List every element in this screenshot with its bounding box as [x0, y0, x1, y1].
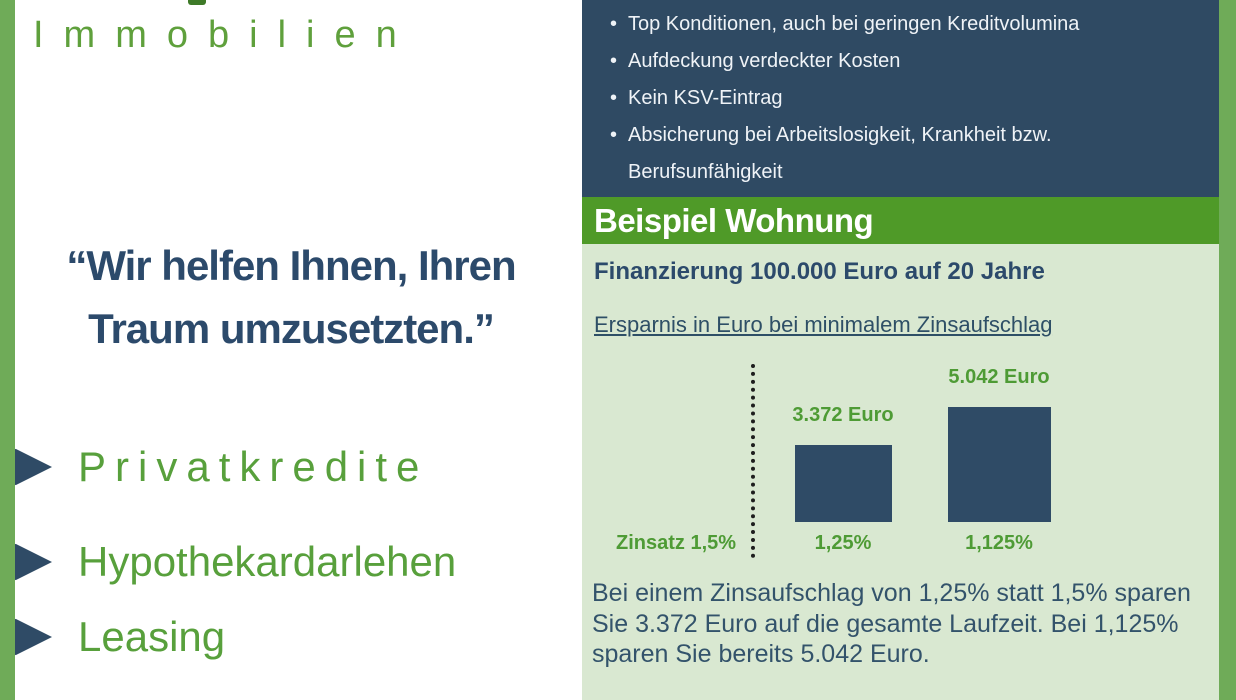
logo-text: Immobilien — [33, 14, 417, 56]
benefit-text: Kein KSV-Eintrag — [628, 87, 783, 109]
left-column — [0, 0, 582, 700]
bar-value-label: 3.372 Euro — [792, 404, 894, 426]
right-green-edge — [1219, 0, 1236, 700]
service-label: Hypothekardarlehen — [78, 538, 457, 585]
example-section — [582, 244, 1219, 700]
savings-description: Bei einem Zinsaufschlag von 1,25% statt 1,5% sparen Sie 3.372 Euro auf die gesamte Laufzeit. Bei 1,125% sparen Sie bereits 5.042 Euro. — [592, 579, 1191, 668]
financing-heading: Finanzierung 100.000 Euro auf 20 Jahre — [594, 258, 1045, 285]
section-title-band — [582, 197, 1219, 244]
benefit-text: Absicherung bei Arbeitslosigkeit, Krankheit bzw. Berufsunfähigkeit — [628, 124, 1052, 183]
quote-text — [15, 234, 567, 360]
benefit-text: Aufdeckung verdeckter Kosten — [628, 50, 901, 72]
quote-line-1: “Wir helfen Ihnen, Ihren — [66, 242, 516, 289]
bullet-icon: • — [610, 87, 618, 109]
benefits-panel — [582, 0, 1219, 197]
benefit-text: Top Konditionen, auch bei geringen Kreditvolumina — [628, 13, 1080, 35]
logo-mark-fragment — [188, 0, 206, 5]
play-arrow-icon — [14, 543, 52, 581]
bar-value-label: 5.042 Euro — [948, 366, 1050, 388]
bar-1-25-percent — [795, 445, 892, 522]
left-green-edge — [0, 0, 15, 700]
chart-heading: Ersparnis in Euro bei minimalem Zinsaufschlag — [594, 312, 1053, 337]
baseline-label: Zinsatz 1,5% — [616, 532, 737, 554]
bar-category-label: 1,125% — [965, 532, 1033, 554]
play-arrow-icon — [14, 618, 52, 656]
bar-category-label: 1,25% — [814, 532, 872, 554]
bullet-icon: • — [610, 13, 618, 35]
right-column — [582, 0, 1236, 700]
bullet-icon: • — [610, 50, 618, 72]
section-title: Beispiel Wohnung — [594, 201, 874, 239]
benefit-item — [610, 6, 1209, 43]
service-label: Privatkredite — [78, 443, 429, 490]
quote-line-2: Traum umzusetzten.” — [88, 305, 494, 352]
play-arrow-icon — [14, 448, 52, 486]
benefit-item — [610, 117, 1209, 191]
benefit-item — [610, 43, 1209, 80]
baseline-dotted-line — [751, 364, 755, 558]
service-item-hypothekardarlehen — [14, 536, 456, 588]
service-item-privatkredite — [14, 441, 428, 493]
bullet-icon: • — [610, 124, 618, 146]
benefit-item — [610, 80, 1209, 117]
service-item-leasing — [14, 611, 225, 663]
bar-1-125-percent — [948, 407, 1051, 522]
service-label: Leasing — [78, 613, 226, 660]
